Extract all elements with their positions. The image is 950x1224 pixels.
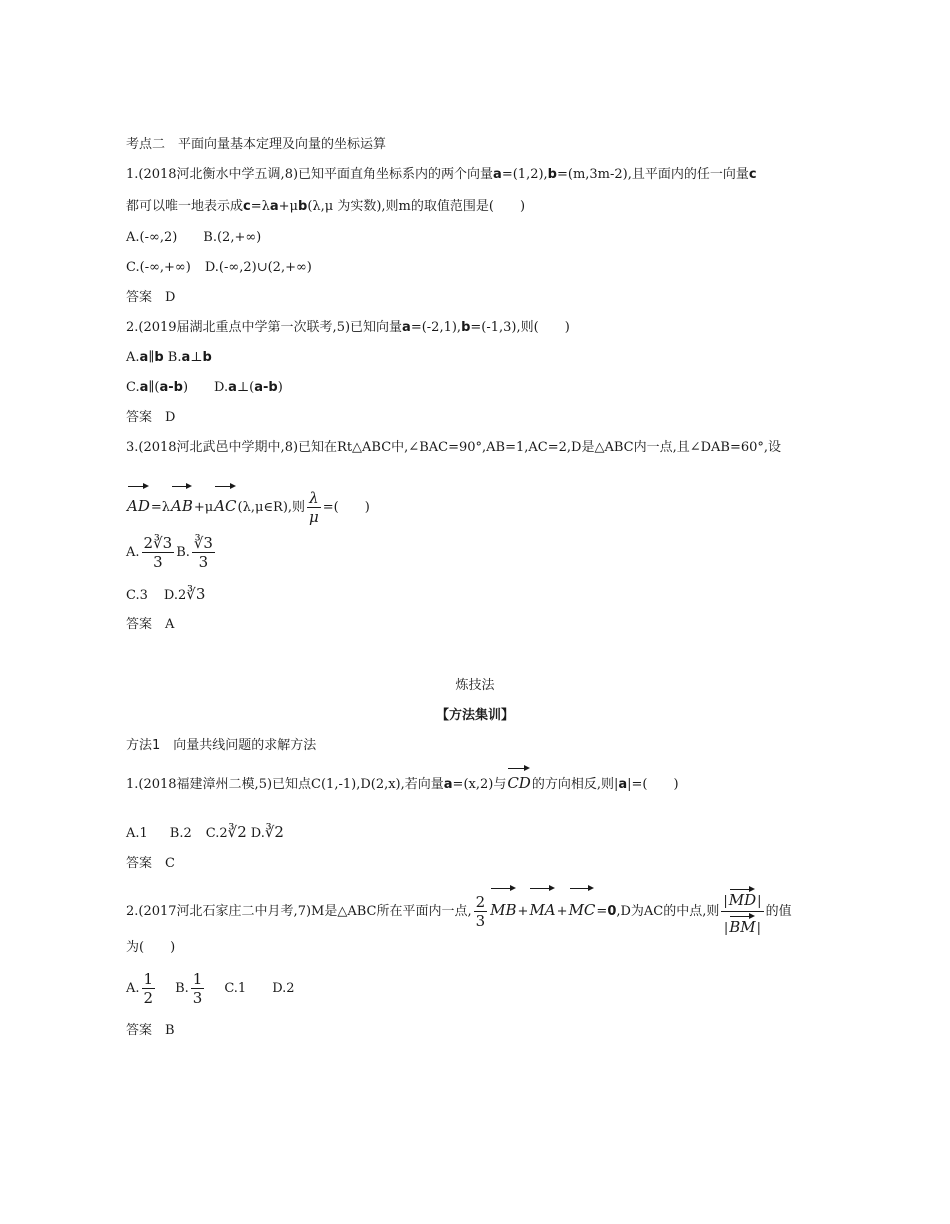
- practice-heading: 炼技法: [455, 678, 495, 693]
- option-c: C.1: [224, 981, 247, 996]
- vector-a: a: [618, 777, 628, 792]
- question-text: ,D为AC的中点,则: [616, 904, 720, 919]
- question-text: =λ: [150, 500, 170, 515]
- paren: ): [182, 380, 189, 395]
- question-text: =(-1,3),则( ): [470, 320, 570, 335]
- question-text: 1.(2018河北衡水中学五调,8)已知平面直角坐标系内的两个向量: [126, 167, 494, 182]
- vector-mb: MB: [490, 884, 516, 930]
- question-3-options-ab: [126, 534, 217, 571]
- option-c: C.3: [126, 588, 148, 603]
- vector-a-minus-b: a-b: [254, 380, 278, 395]
- fraction-denominator: 3: [198, 553, 209, 571]
- magnitude-ratio: [721, 885, 763, 938]
- practice-question-2-options: [126, 970, 295, 1007]
- vector-ab: AB: [171, 482, 193, 524]
- option-c: C.(-∞,+∞): [126, 260, 191, 275]
- fraction-numerator: ∛3: [193, 534, 213, 552]
- question-2-line-1: [126, 319, 570, 337]
- question-3-line-2: [126, 482, 370, 526]
- option-b-label: B.: [167, 350, 182, 365]
- fraction-denominator: 3: [192, 989, 203, 1007]
- answer-3: 答案 A: [126, 617, 175, 632]
- option-d: D.2: [272, 981, 295, 996]
- parallel-symbol: ∥(: [148, 380, 160, 395]
- practice-answer-2: 答案 B: [126, 1023, 175, 1038]
- parallel-symbol: ∥: [148, 350, 155, 365]
- question-text: 都可以唯一地表示成: [126, 199, 244, 214]
- question-text: 的方向相反,则|: [531, 777, 619, 792]
- practice-question-2-line-1: [126, 884, 792, 938]
- question-text: =( ): [322, 500, 370, 515]
- question-text: +μ: [278, 199, 298, 214]
- ratio-denominator: |BM|: [722, 912, 763, 938]
- option-c-label: C.2: [205, 826, 228, 841]
- practice-subheading: 【方法集训】: [435, 708, 514, 723]
- vector-a: a: [181, 350, 191, 365]
- vector-md: MD: [729, 885, 756, 909]
- option-d-label: D.: [250, 826, 265, 841]
- fraction-denominator: 2: [143, 989, 154, 1007]
- fraction-denominator: 3: [475, 912, 486, 930]
- question-1-options-ab: [126, 229, 261, 247]
- fraction-denominator: μ: [309, 508, 319, 526]
- question-text: |=( ): [627, 777, 679, 792]
- option-b-label: B.: [176, 545, 190, 560]
- option-a-label: A.: [126, 545, 140, 560]
- fraction-numerator: λ: [309, 489, 319, 507]
- vector-b: b: [298, 199, 308, 214]
- fraction-numerator: 1: [143, 970, 154, 988]
- option-a-label: A.: [126, 350, 140, 365]
- option-d-label: D.2: [163, 588, 187, 603]
- zero-vector: 0: [607, 904, 617, 919]
- fraction-numerator: 2∛3: [143, 534, 173, 552]
- question-text: +μ: [193, 500, 214, 515]
- vector-ad: AD: [127, 482, 150, 524]
- question-1-line-1: [126, 166, 757, 184]
- vector-c: c: [748, 167, 757, 182]
- vector-b: b: [154, 350, 164, 365]
- cube-root: ∛2: [264, 823, 284, 841]
- practice-question-1-options: [126, 823, 284, 843]
- vector-c: c: [243, 199, 251, 214]
- vector-a: a: [269, 199, 279, 214]
- perpendicular-symbol: ⊥: [190, 350, 203, 365]
- vector-mc: MC: [569, 884, 596, 930]
- vector-cd: CD: [507, 764, 531, 796]
- question-3-line-1: 3.(2018河北武邑中学期中,8)已知在Rt△ABC中,∠BAC=90°,AB=1,AC=2,D是△ABC内一点,且∠DAB=60°,设: [126, 440, 782, 455]
- plus-sign: +: [517, 904, 529, 919]
- answer-2: 答案 D: [126, 410, 176, 425]
- question-text: (λ,μ∈R),则: [237, 500, 306, 515]
- section-title: 考点二 平面向量基本定理及向量的坐标运算: [126, 137, 387, 152]
- paren: ): [277, 380, 283, 395]
- two-thirds-fraction: [474, 893, 488, 930]
- vector-a: a: [139, 380, 149, 395]
- method-1-title: 方法1 向量共线问题的求解方法: [126, 738, 317, 753]
- question-text: 2.(2017河北石家庄二中月考,7)M是△ABC所在平面内一点,: [126, 904, 472, 919]
- perpendicular-symbol: ⊥(: [236, 380, 255, 395]
- plus-sign: +: [556, 904, 568, 919]
- option-d: D.(-∞,2)∪(2,+∞): [204, 260, 312, 275]
- option-a-fraction: [142, 970, 156, 1007]
- cube-root: ∛2: [227, 823, 247, 841]
- option-b-label: B.: [175, 981, 189, 996]
- question-text: 2.(2019届湖北重点中学第一次联考,5)已知向量: [126, 320, 403, 335]
- vector-a-minus-b: a-b: [159, 380, 183, 395]
- question-text: =(x,2)与: [452, 777, 507, 792]
- vector-a: a: [443, 777, 453, 792]
- question-text: =(-2,1),: [410, 320, 462, 335]
- question-text: 1.(2018福建漳州二模,5)已知点C(1,-1),D(2,x),若向量: [126, 777, 444, 792]
- answer-1: 答案 D: [126, 290, 176, 305]
- option-a-fraction: [142, 534, 175, 571]
- fraction-denominator: 3: [153, 553, 163, 571]
- vector-a: a: [139, 350, 149, 365]
- fraction-numerator: 1: [192, 970, 203, 988]
- option-a: A.(-∞,2): [126, 230, 178, 245]
- option-b-fraction: [191, 970, 205, 1007]
- option-b-fraction: [192, 534, 215, 571]
- cube-root: ∛3: [186, 585, 206, 603]
- question-2-options-cd: [126, 379, 283, 397]
- vector-a: a: [493, 167, 502, 182]
- vector-b: b: [547, 167, 557, 182]
- question-3-options-cd: [126, 585, 205, 605]
- question-text: (λ,μ 为实数),则m的取值范围是( ): [307, 199, 526, 214]
- lambda-over-mu: [307, 489, 321, 526]
- practice-question-2-line-2: 为( ): [126, 940, 176, 955]
- vector-b: b: [461, 320, 471, 335]
- question-text: =(m,3m-2),且平面内的任一向量: [556, 167, 749, 182]
- question-text: 的值: [765, 904, 792, 919]
- vector-bm: BM: [729, 912, 755, 936]
- question-2-options-ab: [126, 349, 212, 367]
- vector-b: b: [202, 350, 212, 365]
- option-d-label: D.: [214, 380, 229, 395]
- option-a-label: A.: [126, 981, 140, 996]
- vector-a: a: [402, 320, 411, 335]
- fraction-numerator: 2: [475, 893, 486, 911]
- equals-sign: =: [596, 904, 608, 919]
- vector-ma: MA: [529, 884, 555, 930]
- question-1-options-cd: [126, 259, 312, 277]
- option-b: B.(2,+∞): [203, 230, 262, 245]
- question-text: =(1,2),: [501, 167, 548, 182]
- vector-ac: AC: [214, 482, 236, 524]
- practice-answer-1: 答案 C: [126, 856, 175, 871]
- question-1-line-2: [126, 198, 525, 216]
- option-c-label: C.: [126, 380, 140, 395]
- practice-question-1: [126, 764, 679, 798]
- option-b: B.2: [169, 826, 192, 841]
- option-a: A.1: [126, 826, 148, 841]
- ratio-numerator: |MD|: [721, 885, 763, 912]
- question-text: =λ: [250, 199, 270, 214]
- vector-a: a: [228, 380, 237, 395]
